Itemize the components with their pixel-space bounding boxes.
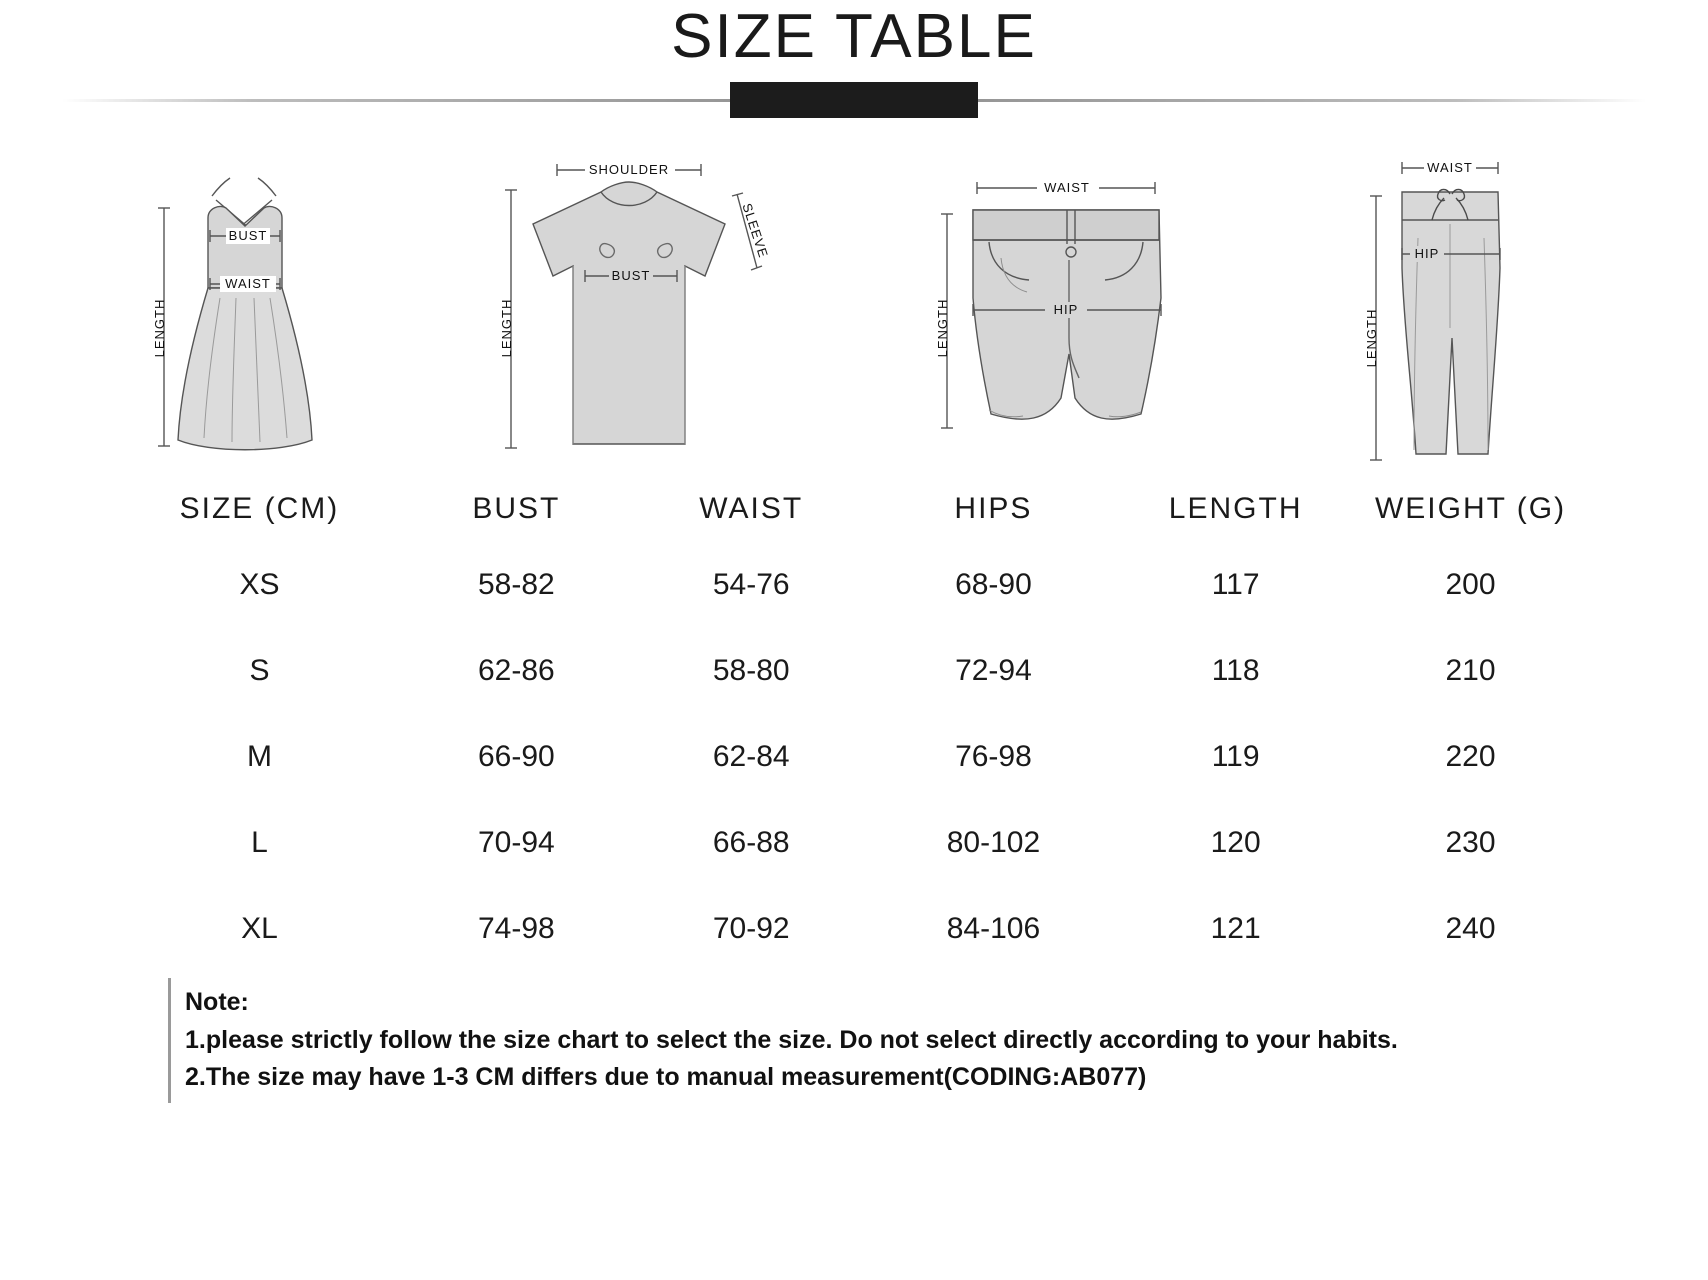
cell-size: XS (239, 568, 280, 602)
dress-length-label: LENGTH (152, 298, 167, 358)
cell-length: 120 (1210, 826, 1261, 860)
title-divider (62, 79, 1646, 121)
cell-size: XL (241, 912, 278, 946)
cell-bust: 70-94 (477, 826, 555, 860)
cell-hips: 80-102 (946, 826, 1041, 860)
cell-waist: 58-80 (712, 654, 790, 688)
cell-weight: 220 (1445, 740, 1496, 774)
dress-bust-label: BUST (228, 228, 268, 244)
table-row (120, 886, 1588, 972)
table-row (120, 628, 1588, 714)
illustration-shorts (929, 148, 1209, 478)
cell-waist: 54-76 (712, 568, 790, 602)
cell-waist: 66-88 (712, 826, 790, 860)
cell-bust: 66-90 (477, 740, 555, 774)
cell-weight: 240 (1445, 912, 1496, 946)
note-line-1: 1.please strictly follow the size chart to select the size. Do not select directly according to your habits. (185, 1025, 1398, 1054)
cell-waist: 70-92 (712, 912, 790, 946)
cell-waist: 62-84 (712, 740, 790, 774)
illustration-dress (150, 148, 340, 478)
tshirt-sleeve-label: SLEEVE (739, 201, 772, 260)
pants-hip-label: HIP (1414, 246, 1440, 262)
note-heading: Note: (185, 988, 249, 1017)
cell-weight: 230 (1445, 826, 1496, 860)
cell-length: 118 (1211, 654, 1260, 688)
cell-hips: 68-90 (955, 568, 1032, 602)
column-header-length: LENGTH (1168, 492, 1303, 526)
shorts-hip-label: HIP (1053, 302, 1078, 318)
page-title: SIZE TABLE (671, 2, 1037, 71)
cell-size: L (251, 826, 268, 860)
cell-length: 119 (1211, 740, 1260, 774)
cell-size: M (246, 740, 272, 774)
tshirt-bust-label: BUST (611, 268, 651, 284)
cell-length: 121 (1210, 912, 1261, 946)
dress-waist-label: WAIST (225, 276, 271, 292)
cell-weight: 200 (1445, 568, 1496, 602)
size-table (120, 484, 1588, 972)
pants-length-label: LENGTH (1363, 308, 1379, 368)
pants-waist-label: WAIST (1427, 160, 1473, 176)
tshirt-shoulder-label: SHOULDER (589, 162, 670, 178)
illustration-tshirt (489, 148, 779, 478)
column-header-hips: HIPS (954, 492, 1033, 526)
table-header-row (120, 484, 1588, 542)
note-block (168, 978, 1585, 1103)
cell-bust: 58-82 (477, 568, 555, 602)
divider-block (730, 82, 978, 118)
table-row (120, 800, 1588, 886)
table-row (120, 542, 1588, 628)
size-table-area (120, 484, 1588, 972)
shorts-waist-label: WAIST (1043, 180, 1090, 196)
cell-weight: 210 (1445, 654, 1496, 688)
cell-bust: 62-86 (477, 654, 555, 688)
cell-hips: 84-106 (946, 912, 1041, 946)
illustration-pants (1358, 148, 1558, 478)
table-row (120, 714, 1588, 800)
cell-hips: 72-94 (955, 654, 1032, 688)
tshirt-length-label: LENGTH (499, 298, 515, 358)
cell-size: S (249, 654, 270, 688)
cell-length: 117 (1211, 568, 1260, 602)
header (0, 0, 1708, 69)
cell-hips: 76-98 (955, 740, 1032, 774)
note-line-2: 2.The size may have 1-3 CM differs due to manual measurement(CODING:AB077) (185, 1063, 1147, 1092)
shorts-length-label: LENGTH (934, 298, 950, 358)
cell-bust: 74-98 (477, 912, 555, 946)
column-header-bust: BUST (472, 492, 561, 526)
column-header-size: SIZE (CM) (179, 492, 340, 526)
garment-illustrations (150, 133, 1558, 478)
column-header-weight: WEIGHT (G) (1374, 492, 1567, 526)
column-header-waist: WAIST (699, 492, 804, 526)
